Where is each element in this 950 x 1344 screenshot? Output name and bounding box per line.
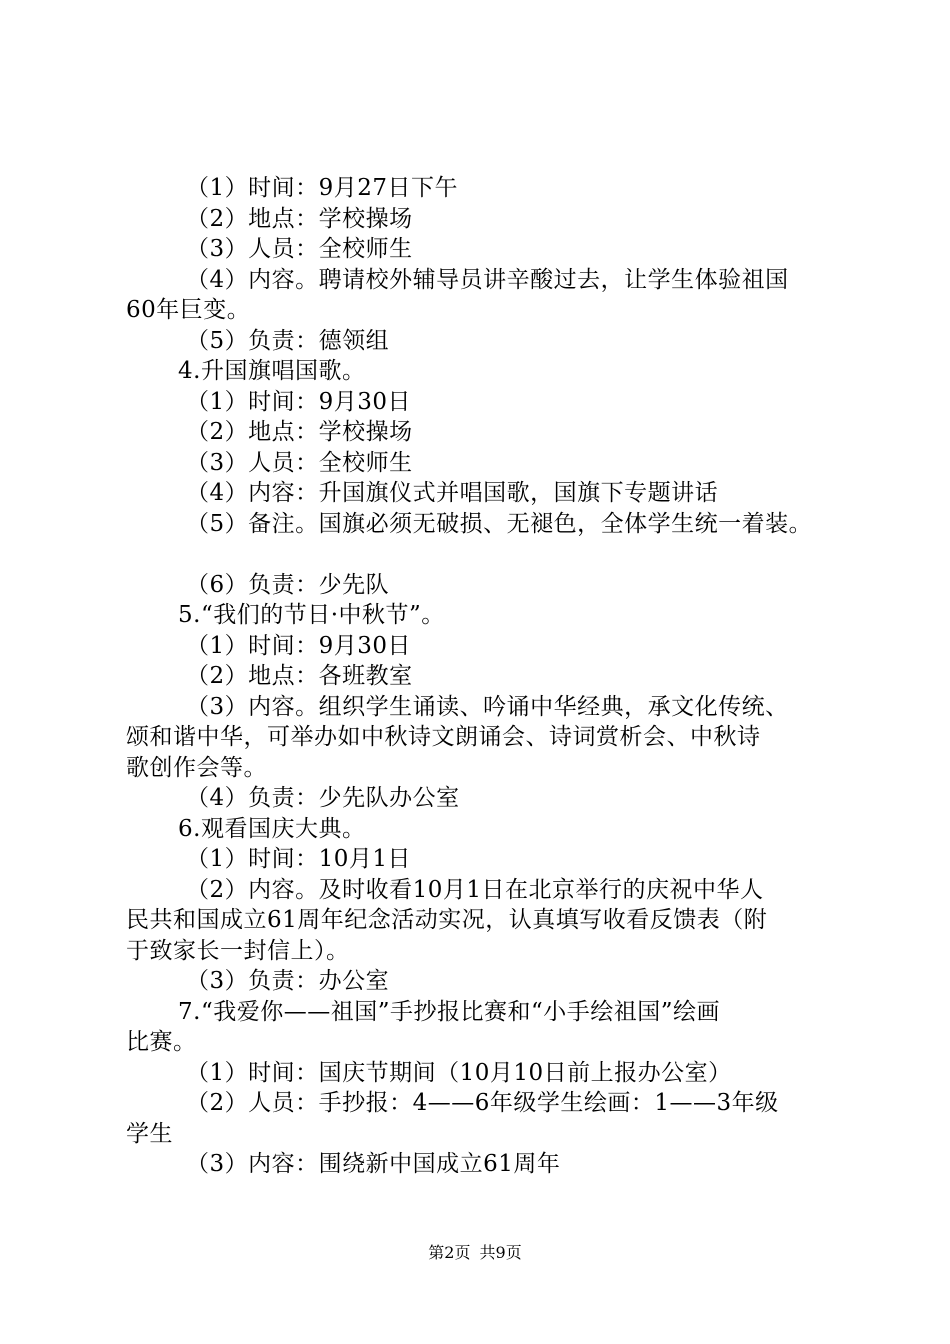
text-line: 歌创作会等。 (126, 754, 267, 781)
text-line: （1）时间：9月30日 (186, 632, 412, 659)
page-total: 共9页 (479, 1243, 522, 1262)
text-line: （2）地点：学校操场 (186, 205, 413, 232)
text-line: （3）人员：全校师生 (186, 449, 413, 476)
text-line: 学生 (126, 1120, 173, 1147)
text-line: （2）内容。及时收看10月1日在北京举行的庆祝中华人 (186, 876, 764, 903)
text-line: （5）备注。国旗必须无破损、无褪色，全体学生统一着装。 (186, 510, 813, 537)
section-heading: 5.“我们的节日·中秋节”。 (178, 602, 445, 628)
text-line: （2）地点：各班教室 (186, 663, 413, 689)
text-line: 比赛。 (126, 1029, 197, 1055)
text-line: （4）内容：升国旗仪式并唱国歌，国旗下专题讲话 (186, 480, 719, 506)
section-heading: 7.“我爱你——祖国”手抄报比赛和“小手绘祖国”绘画 (178, 998, 720, 1025)
text-line: 于致家长一封信上）。 (126, 937, 350, 964)
text-line: （2）地点：学校操场 (186, 419, 413, 445)
text-line: （1）时间：10月1日 (186, 846, 412, 872)
text-line: （5）负责：德领组 (186, 327, 390, 354)
text-line: （1）时间：9月30日 (186, 388, 412, 415)
section-heading: 4.升国旗唱国歌。 (178, 358, 366, 384)
text-line: （2）人员：手抄报：4——6年级学生绘画：1——3年级 (186, 1090, 779, 1116)
text-line: （4）负责：少先队办公室 (186, 785, 460, 811)
text-line: （1）时间：国庆节期间（10月10日前上报办公室） (186, 1059, 732, 1086)
text-line: （6）负责：少先队 (186, 571, 390, 598)
text-line: 60年巨变。 (126, 297, 251, 323)
text-line: （3）内容。组织学生诵读、吟诵中华经典，承文化传统、 (186, 693, 789, 720)
text-line: （3）内容：围绕新中国成立61周年 (186, 1151, 561, 1177)
document-body (126, 173, 846, 1180)
page-number: 第2页 (428, 1243, 471, 1262)
text-line: （4）内容。聘请校外辅导员讲辛酸过去，让学生体验祖国 (186, 266, 789, 293)
text-line: （1）时间：9月27日下午 (186, 175, 459, 201)
text-line: （3）负责：办公室 (186, 968, 390, 994)
text-line: （3）人员：全校师生 (186, 236, 413, 262)
text-line: 民共和国成立61周年纪念活动实况，认真填写收看反馈表（附 (126, 907, 768, 933)
blank-line (126, 539, 846, 570)
text-line: 颂和谐中华，可举办如中秋诗文朗诵会、诗词赏析会、中秋诗 (126, 724, 761, 750)
page-footer (0, 1243, 950, 1263)
section-heading: 6.观看国庆大典。 (178, 815, 366, 842)
